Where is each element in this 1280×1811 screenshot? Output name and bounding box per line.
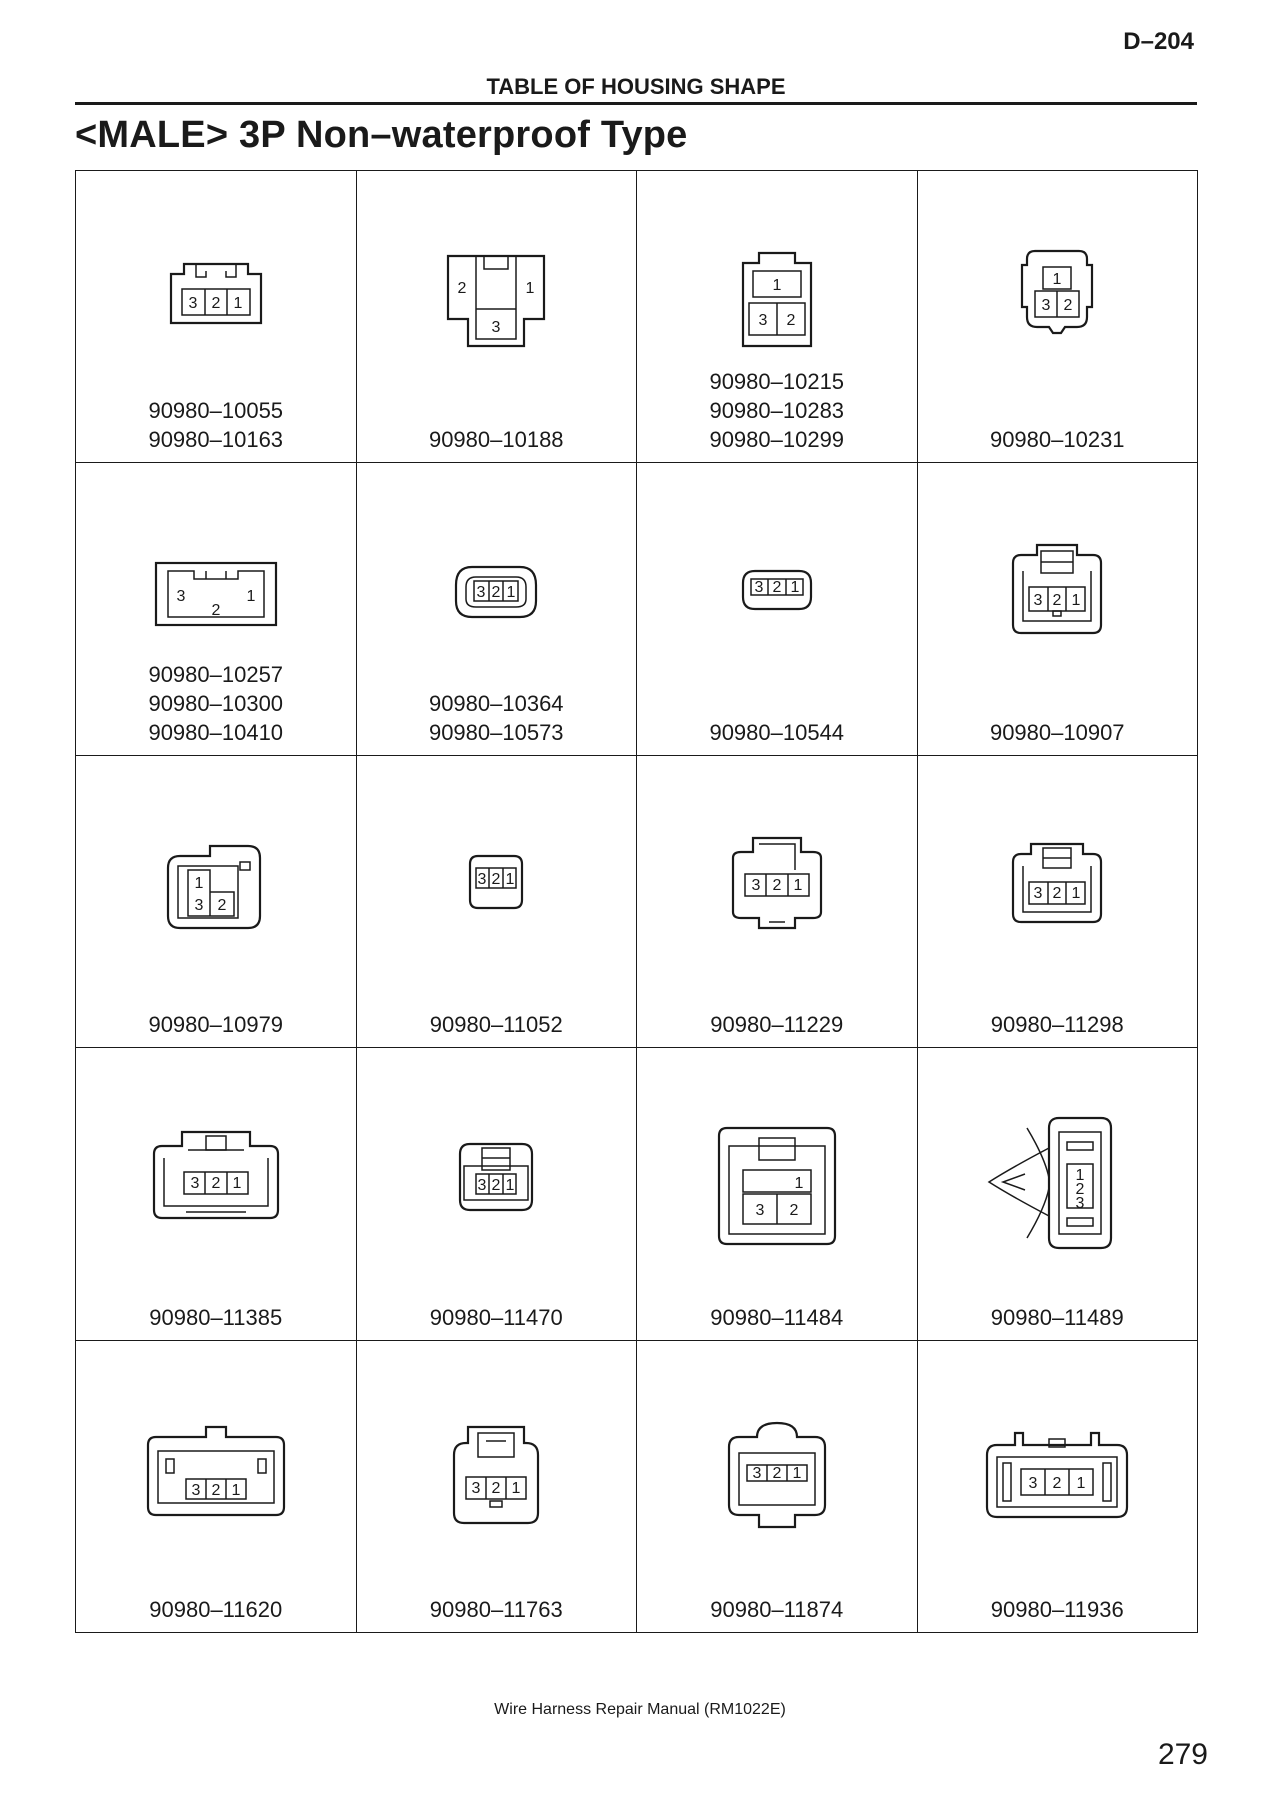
connector-3p-side-slot-icon bbox=[126, 1381, 306, 1561]
pin-label: 1 bbox=[232, 1175, 242, 1193]
connector-3p-lock-tab-icon bbox=[967, 796, 1147, 976]
pin-label: 2 bbox=[786, 312, 796, 329]
pin-label: 3 bbox=[194, 896, 204, 914]
connector-3p-keyed-icon bbox=[687, 796, 867, 976]
part-number-list bbox=[637, 718, 917, 747]
connector-cell bbox=[917, 1048, 1198, 1340]
section-title: TABLE OF HOUSING SHAPE bbox=[486, 74, 786, 99]
connector-cell bbox=[917, 755, 1198, 1047]
pin-label: 1 bbox=[793, 876, 803, 894]
part-number: 90980–11484 bbox=[710, 1304, 844, 1330]
housing-shape-table bbox=[75, 170, 1198, 1633]
connector-cell bbox=[356, 1340, 637, 1632]
connector-3p-compact-latch-icon bbox=[406, 1088, 586, 1268]
part-number-list bbox=[76, 1303, 356, 1332]
pin-label: 3 bbox=[1041, 297, 1051, 314]
header-rule bbox=[75, 102, 1197, 105]
pin-label: 2 bbox=[789, 1202, 799, 1220]
connector-3p-l-shaped-icon bbox=[126, 796, 306, 976]
pin-label: 3 bbox=[1033, 884, 1043, 902]
part-number-list bbox=[357, 689, 637, 747]
connector-3p-clip-icon bbox=[967, 1088, 1147, 1268]
part-number: 90980–10231 bbox=[989, 427, 1125, 453]
pin-label: 2 bbox=[772, 1464, 782, 1482]
pin-label: 1 bbox=[772, 277, 782, 294]
part-number: 90980–11489 bbox=[990, 1304, 1124, 1330]
connector-3p-latch-icon bbox=[967, 503, 1147, 683]
pin-label: 2 bbox=[211, 602, 221, 620]
pin-label: 2 bbox=[491, 870, 501, 888]
part-number: 90980–10215 bbox=[709, 369, 845, 395]
pin-label: 1 bbox=[792, 1464, 802, 1482]
part-number-list bbox=[637, 1303, 917, 1332]
part-number-list bbox=[357, 1303, 637, 1332]
part-number: 90980–11763 bbox=[429, 1597, 563, 1622]
part-number: 90980–11385 bbox=[149, 1304, 283, 1330]
pin-label: 2 bbox=[217, 896, 227, 914]
connector-3p-rounded-icon bbox=[967, 211, 1147, 391]
pin-label: 3 bbox=[477, 1177, 487, 1195]
connector-cell bbox=[637, 1340, 918, 1632]
pin-label: 3 bbox=[476, 584, 486, 602]
pin-label: 2 bbox=[1052, 884, 1062, 902]
pin-label: 3 bbox=[1033, 592, 1043, 610]
part-number: 90980–10188 bbox=[428, 427, 564, 453]
pin-label: 3 bbox=[477, 870, 487, 888]
pin-label: 1 bbox=[794, 1175, 804, 1193]
table-row bbox=[76, 463, 1198, 755]
part-number: 90980–11936 bbox=[990, 1597, 1124, 1622]
pin-label: 3 bbox=[191, 1481, 201, 1499]
part-number-list bbox=[357, 1595, 637, 1624]
pin-label: 1 bbox=[1076, 1474, 1086, 1492]
pin-label: 1 bbox=[194, 874, 204, 892]
pin-label: 2 bbox=[211, 1481, 221, 1499]
pin-label: 2 bbox=[211, 1175, 221, 1193]
pin-label: 1 bbox=[511, 1479, 521, 1497]
connector-3p-oval-icon bbox=[406, 503, 586, 683]
part-number-list bbox=[918, 1010, 1198, 1039]
page-title: <MALE> 3P Non–waterproof Type bbox=[75, 114, 688, 156]
pin-label: 3 bbox=[1075, 1195, 1085, 1213]
connector-3p-wide-icon bbox=[126, 503, 306, 683]
pin-label: 2 bbox=[491, 1479, 501, 1497]
part-number: 90980–11874 bbox=[710, 1597, 844, 1622]
connector-cell bbox=[356, 171, 637, 463]
pin-label: 2 bbox=[491, 1177, 501, 1195]
table-row bbox=[76, 171, 1198, 463]
part-number-list bbox=[637, 1595, 917, 1624]
table-row bbox=[76, 1048, 1198, 1340]
page-number: 279 bbox=[1157, 1738, 1208, 1771]
part-number: 90980–11298 bbox=[990, 1012, 1124, 1038]
part-number: 90980–10283 bbox=[709, 398, 845, 424]
table-row bbox=[76, 755, 1198, 1047]
pin-label: 2 bbox=[1075, 1181, 1085, 1199]
part-number-list bbox=[357, 1010, 637, 1039]
pin-label: 3 bbox=[751, 876, 761, 894]
pin-label: 2 bbox=[1063, 297, 1073, 314]
pin-label: 2 bbox=[772, 579, 782, 597]
connector-cell bbox=[356, 755, 637, 1047]
pin-label: 1 bbox=[505, 1177, 515, 1195]
table-row bbox=[76, 1340, 1198, 1632]
pin-label: 1 bbox=[506, 584, 516, 602]
connector-3p-wide-hood-icon bbox=[967, 1381, 1147, 1561]
pin-label: 3 bbox=[190, 1175, 200, 1193]
connector-cell bbox=[76, 171, 357, 463]
connector-cell bbox=[637, 463, 918, 755]
part-number-list bbox=[357, 425, 637, 454]
part-number-list bbox=[76, 1010, 356, 1039]
connector-cell bbox=[637, 171, 918, 463]
pin-label: 2 bbox=[457, 280, 467, 297]
pin-label: 1 bbox=[1075, 1167, 1085, 1185]
part-number: 90980–10299 bbox=[709, 427, 845, 453]
connector-3p-small-oval-icon bbox=[687, 503, 867, 683]
pin-label: 2 bbox=[211, 295, 221, 312]
part-number: 90980–10300 bbox=[148, 690, 284, 716]
part-number: 90980–10410 bbox=[148, 719, 284, 745]
pin-label: 3 bbox=[188, 295, 198, 312]
pin-label: 2 bbox=[1052, 592, 1062, 610]
manual-footer: Wire Harness Repair Manual (RM1022E) bbox=[494, 1701, 786, 1718]
connector-cell bbox=[917, 1340, 1198, 1632]
connector-cell bbox=[637, 755, 918, 1047]
part-number-list bbox=[918, 425, 1198, 454]
pin-label: 1 bbox=[1052, 271, 1062, 288]
connector-3p-wide-latch-icon bbox=[126, 1088, 306, 1268]
pin-label: 3 bbox=[752, 1464, 762, 1482]
connector-3p-bell-icon bbox=[406, 1381, 586, 1561]
part-number: 90980–11052 bbox=[429, 1012, 563, 1038]
pin-label: 1 bbox=[505, 870, 515, 888]
connector-3p-stacked-icon bbox=[687, 211, 867, 391]
part-number: 90980–10257 bbox=[148, 661, 284, 687]
part-number-list bbox=[637, 1010, 917, 1039]
part-number: 90980–10055 bbox=[148, 398, 284, 424]
connector-cell bbox=[917, 171, 1198, 463]
part-number: 90980–10907 bbox=[989, 719, 1125, 745]
pin-label: 1 bbox=[233, 295, 243, 312]
part-number: 90980–11229 bbox=[710, 1012, 844, 1038]
part-number-list bbox=[637, 367, 917, 454]
connector-cell bbox=[917, 463, 1198, 755]
connector-cell bbox=[76, 1048, 357, 1340]
part-number-list bbox=[76, 660, 356, 747]
part-number: 90980–10573 bbox=[428, 719, 564, 745]
pin-label: 1 bbox=[246, 588, 256, 606]
pin-label: 3 bbox=[755, 1202, 765, 1220]
pin-label: 3 bbox=[1028, 1474, 1038, 1492]
pin-label: 3 bbox=[758, 312, 768, 329]
part-number-list bbox=[918, 718, 1198, 747]
pin-label: 3 bbox=[176, 588, 186, 606]
connector-3p-t-icon bbox=[406, 211, 586, 391]
connector-cell bbox=[76, 463, 357, 755]
part-number-list bbox=[918, 1595, 1198, 1624]
part-number: 90980–10364 bbox=[428, 690, 564, 716]
connector-cell bbox=[76, 1340, 357, 1632]
pin-label: 1 bbox=[231, 1481, 241, 1499]
pin-label: 1 bbox=[1071, 592, 1081, 610]
connector-cell bbox=[76, 755, 357, 1047]
part-number: 90980–11470 bbox=[429, 1304, 563, 1330]
part-number-list bbox=[918, 1303, 1198, 1332]
pin-label: 2 bbox=[491, 584, 501, 602]
part-number: 90980–11620 bbox=[149, 1597, 283, 1622]
pin-label: 3 bbox=[754, 579, 764, 597]
pin-label: 1 bbox=[525, 280, 535, 297]
page-id: D–204 bbox=[1123, 28, 1194, 55]
connector-3p-hooded-icon bbox=[687, 1381, 867, 1561]
connector-3p-flat-icon bbox=[126, 211, 306, 391]
connector-cell bbox=[356, 1048, 637, 1340]
part-number: 90980–10979 bbox=[148, 1012, 284, 1038]
pin-label: 1 bbox=[1071, 884, 1081, 902]
connector-3p-mini-icon bbox=[406, 796, 586, 976]
pin-label: 1 bbox=[790, 579, 800, 597]
part-number: 90980–10544 bbox=[709, 719, 845, 745]
connector-cell bbox=[637, 1048, 918, 1340]
connector-cell bbox=[356, 463, 637, 755]
part-number-list bbox=[76, 396, 356, 454]
pin-label: 2 bbox=[772, 876, 782, 894]
part-number-list bbox=[76, 1595, 356, 1624]
pin-label: 3 bbox=[471, 1479, 481, 1497]
connector-3p-square-icon bbox=[687, 1088, 867, 1268]
pin-label: 3 bbox=[491, 319, 501, 336]
pin-label: 2 bbox=[1052, 1474, 1062, 1492]
part-number: 90980–10163 bbox=[148, 427, 284, 453]
